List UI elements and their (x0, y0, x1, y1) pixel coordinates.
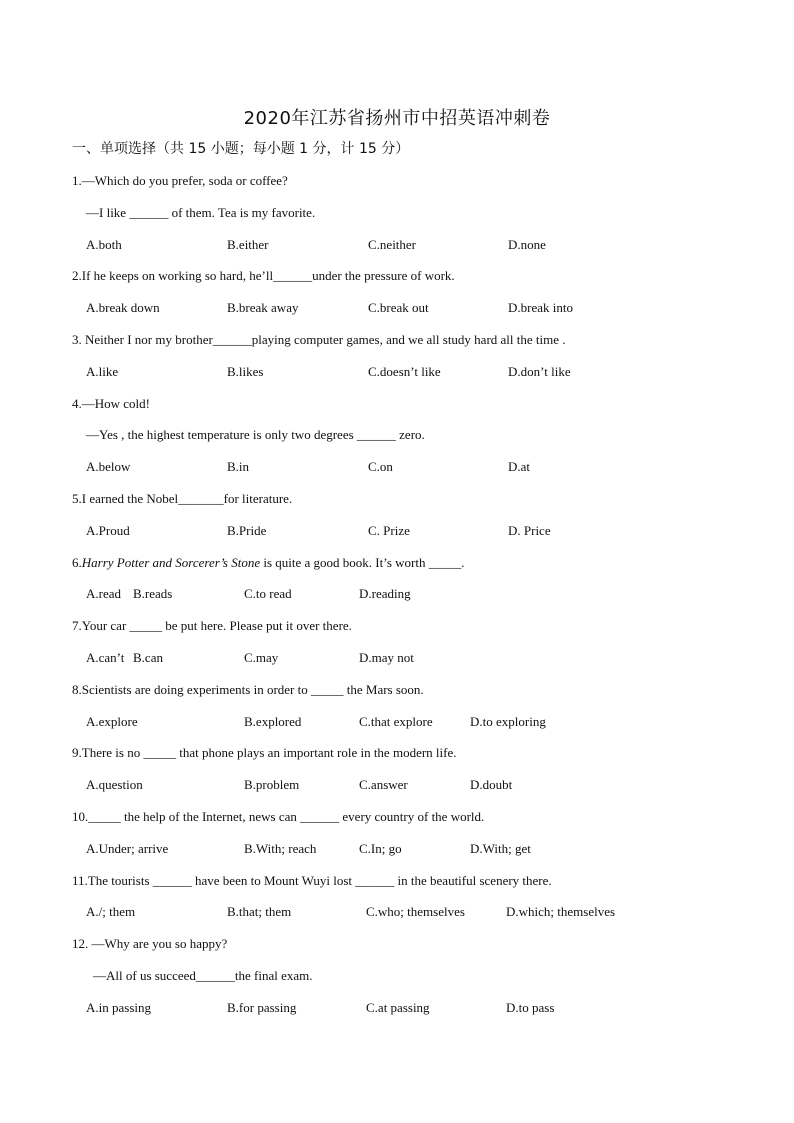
question-12-option-d: D.to pass (506, 1000, 555, 1015)
question-8-stem: 8.Scientists are doing experiments in order to _____ the Mars soon. (72, 682, 424, 697)
question-2-option-c: C.break out (368, 300, 429, 315)
question-6-number: 6. (72, 555, 82, 570)
question-6-book-title: Harry Potter and Sorcerer’s Stone (81, 555, 261, 570)
question-12-option-c: C.at passing (366, 1000, 430, 1015)
question-2-option-a: A.break down (86, 300, 160, 315)
question-5-stem: 5.I earned the Nobel_______for literature. (72, 491, 293, 506)
question-10-option-b: B.With; reach (244, 841, 317, 856)
question-9-option-b: B.problem (244, 777, 300, 792)
question-4-reply: —Yes , the highest temperature is only two degrees ______ zero. (86, 427, 425, 442)
question-5-option-d: D. Price (508, 523, 551, 538)
question-10-stem: 10._____ the help of the Internet, news can ______ every country of the world. (72, 809, 485, 824)
question-4-option-d: D.at (508, 459, 531, 474)
question-4-option-a: A.below (86, 459, 131, 474)
question-5-option-a: A.Proud (86, 523, 130, 538)
question-6-stem (72, 555, 465, 571)
question-6-text: is quite a good book. It’s worth _____. (260, 555, 465, 570)
question-7-stem: 7.Your car _____ be put here. Please put it over there. (72, 618, 352, 633)
question-11-option-a: A./; them (86, 904, 136, 919)
question-3-option-b: B.likes (227, 364, 264, 379)
question-9-option-d: D.doubt (470, 777, 513, 792)
question-11-stem: 11.The tourists ______ have been to Mount Wuyi lost ______ in the beautiful scenery there. (72, 873, 552, 888)
question-8-option-a: A.explore (86, 714, 138, 729)
question-9-option-c: C.answer (359, 777, 408, 792)
question-8-option-d: D.to exploring (470, 714, 546, 729)
question-7-option-b: B.can (133, 650, 163, 665)
question-12-stem: 12. —Why are you so happy? (72, 936, 228, 951)
question-12-reply: —All of us succeed______the final exam. (93, 968, 313, 983)
question-6-option-c: C.to read (244, 586, 292, 601)
question-4-stem: 4.—How cold! (72, 396, 150, 411)
question-10-option-d: D.With; get (470, 841, 531, 856)
question-12-option-a: A.in passing (86, 1000, 151, 1015)
question-6-option-a: A.read (86, 586, 122, 601)
question-4-option-b: B.in (227, 459, 250, 474)
question-8-option-b: B.explored (244, 714, 302, 729)
question-11-option-c: C.who; themselves (366, 904, 465, 919)
question-6-option-d: D.reading (359, 586, 411, 601)
question-10-option-c: C.In; go (359, 841, 402, 856)
question-1-option-b: B.either (227, 237, 269, 252)
question-9-stem: 9.There is no _____ that phone plays an important role in the modern life. (72, 745, 457, 760)
question-6-option-b: B.reads (133, 586, 173, 601)
question-1-reply: —I like ______ of them. Tea is my favorite. (86, 205, 316, 220)
question-10-option-a: A.Under; arrive (86, 841, 169, 856)
question-11-option-d: D.which; themselves (506, 904, 616, 919)
question-2-stem: 2.If he keeps on working so hard, he’ll______under the pressure of work. (72, 268, 455, 283)
question-1-option-a: A.both (86, 237, 122, 252)
question-9-option-a: A.question (86, 777, 143, 792)
question-11-option-b: B.that; them (227, 904, 292, 919)
question-7-option-a: A.can’t (86, 650, 125, 665)
question-8-option-c: C.that explore (359, 714, 433, 729)
question-5-option-b: B.Pride (227, 523, 267, 538)
question-5-option-c: C. Prize (368, 523, 410, 538)
question-3-option-a: A.like (86, 364, 119, 379)
question-1-option-d: D.none (508, 237, 546, 252)
question-3-option-c: C.doesn’t like (368, 364, 441, 379)
question-7-option-c: C.may (244, 650, 279, 665)
question-1-stem: 1.—Which do you prefer, soda or coffee? (72, 173, 288, 188)
section-heading: 一、单项选择（共 15 小题；每小题 1 分，计 15 分） (72, 141, 410, 157)
question-4-option-c: C.on (368, 459, 393, 474)
page-title: 2020年江苏省扬州市中招英语冲刺卷 (243, 108, 551, 129)
question-3-option-d: D.don’t like (508, 364, 571, 379)
question-3-stem: 3. Neither I nor my brother______playing computer games, and we all study hard all the time . (72, 332, 566, 347)
question-7-option-d: D.may not (359, 650, 414, 665)
question-12-option-b: B.for passing (227, 1000, 297, 1015)
question-1-option-c: C.neither (368, 237, 417, 252)
question-2-option-d: D.break into (508, 300, 573, 315)
question-2-option-b: B.break away (227, 300, 299, 315)
